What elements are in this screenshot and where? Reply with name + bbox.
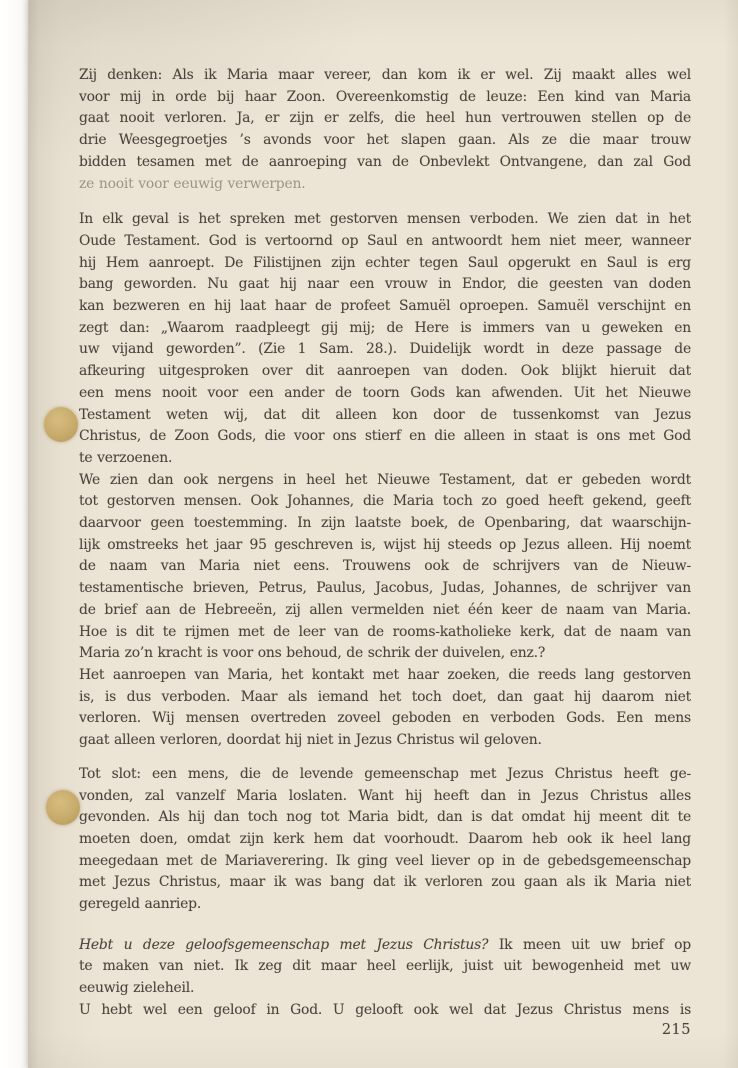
line-segment: We zien dan ook nergens in heel het Nieuwe Testament, dat er gebeden wordt [79,471,691,488]
line-segment: Christus, de Zoon Gods, die voor ons stierf en die alleen in staat is ons met God [79,428,691,445]
line-segment: tot gestorven mensen. Ook Johannes, die Maria toch zo goed heeft gekend, geeft [79,493,691,510]
paragraph [79,1000,691,1022]
line-segment: gevonden. Als hij dan toch nog tot Maria bidt, dan is dat omdat hij meent dit te [79,809,691,826]
binding-hole [44,407,78,442]
text-line [79,318,691,340]
line-segment: Testament weten wij, dat dit alleen kon door de tussenkomst van Jezus [79,406,691,423]
paragraph [79,764,691,916]
text-line [79,108,691,130]
text-line [79,807,691,829]
text-line [79,643,691,665]
line-segment: gaat nooit verloren. Ja, er zijn er zelfs, die heel hun vertrouwen stellen op de [79,110,691,127]
text-line [79,130,691,152]
text-line [79,174,691,196]
text-line [79,405,691,427]
text-line [79,851,691,873]
line-segment: testamentische brieven, Petrus, Paulus, Jacobus, Judas, Johannes, de schrijver van [79,580,691,597]
line-segment: bidden tesamen met de aanroeping van de Onbevlekt Ontvangene, dan zal God [79,153,691,170]
text-line [79,764,691,786]
line-segment: afkeuring uitgesproken over dit aanroepen van doden. Ook blijkt hieruit dat [79,363,691,380]
line-segment: met Jezus Christus, maar ik was bang dat ik verloren zou gaan als ik Maria niet [79,874,691,891]
text-line [79,361,691,383]
paragraph [79,665,691,752]
line-segment: voor mij in orde bij haar Zoon. Overeenkomstig de leuze: Een kind van Maria [79,88,691,105]
line-segment: ze nooit voor eeuwig verwerpen. [79,175,306,192]
text-line [79,491,691,513]
page-text [79,0,691,1022]
line-segment: kan bezweren en hij laat haar de profeet Samuël oproepen. Samuël verschijnt en [79,298,691,315]
line-segment: In elk geval is het spreken met gestorven mensen verboden. We zien dat in het [79,211,691,228]
text-line [79,470,691,492]
text-line [79,829,691,851]
line-segment: moeten doen, omdat zijn kerk hem dat voorhoudt. Daarom heb ook ik heel lang [79,830,691,847]
text-line [79,578,691,600]
line-segment: zegt dan: „Waarom raadpleegt gij mij; de Here is immers van u geweken en [79,319,691,336]
line-segment: geregeld aanriep. [79,896,202,913]
text-line [79,383,691,405]
line-segment: U hebt wel een geloof in God. U gelooft ook wel dat Jezus Christus mens is [79,1001,691,1018]
line-segment: Tot slot: een mens, die de levende gemeenschap met Jezus Christus heeft ge- [79,765,691,782]
text-line [79,956,691,978]
paragraph [79,65,691,195]
line-segment: uw vijand geworden”. (Zie 1 Sam. 28.). Duidelijk wordt in deze passage de [79,341,691,358]
line-segment: Oude Testament. God is vertoornd op Saul en antwoordt hem niet meer, wanneer [79,232,691,249]
book-page [28,0,738,1068]
text-line [79,209,691,231]
text-line [79,730,691,752]
text-line [79,65,691,87]
text-line [79,1000,691,1022]
paragraph [79,209,691,469]
scan-backdrop [0,0,28,1068]
paragraph [79,935,691,1000]
text-line [79,894,691,916]
page-number: 215 [661,1022,691,1038]
text-line [79,600,691,622]
line-segment: Ik meen uit uw brief op [488,936,691,953]
line-segment: meegedaan met de Mariaverering. Ik ging veel liever op in de gebedsgemeenschap [79,852,691,869]
text-line [79,87,691,109]
text-line [79,556,691,578]
paragraph [79,622,691,665]
line-segment: de naam van Maria niet eens. Trouwens ook de schrijvers van de Nieuw- [79,558,691,575]
text-line [79,253,691,275]
text-line [79,786,691,808]
text-line [79,978,691,1000]
paragraph [79,470,691,622]
text-line [79,339,691,361]
line-segment: is, is dus verboden. Maar als iemand het toch doet, dan gaat hij daarom niet [79,688,691,705]
text-line [79,872,691,894]
line-segment: lijk omstreeks het jaar 95 geschreven is, wijst hij steeds op Jezus alleen. Hij noemt [79,536,691,553]
text-line [79,687,691,709]
text-line [79,274,691,296]
line-segment: bang geworden. Nu gaat hij naar een vrouw in Endor, die geesten van doden [79,276,691,293]
line-segment: vonden, zal vanzelf Maria loslaten. Want hij heeft dan in Jezus Christus alles [79,787,691,804]
text-line [79,622,691,644]
line-segment: een mens nooit voor een ander de toorn Gods kan afwenden. Uit het Nieuwe [79,384,691,401]
line-segment: te maken van niet. Ik zeg dit maar heel eerlijk, juist uit bewogenheid met uw [79,958,691,975]
line-segment: Zij denken: Als ik Maria maar vereer, dan kom ik er wel. Zij maakt alles wel [79,67,691,83]
line-segment: Maria zo’n kracht is voor ons behoud, de schrik der duivelen, enz.? [79,645,546,662]
text-line [79,296,691,318]
line-segment: eeuwig zieleheil. [79,980,195,997]
binding-hole [46,790,80,825]
text-line [79,426,691,448]
line-segment: te verzoenen. [79,449,173,466]
line-segment: Het aanroepen van Maria, het kontakt met haar zoeken, die reeds lang gestorven [79,666,691,683]
line-segment: daarvoor geen toestemming. In zijn laatste boek, de Openbaring, dat waarschijn- [79,515,691,532]
italic-lead-sentence: Hebt u deze geloofsgemeenschap met Jezus Christus? [79,936,489,953]
line-segment: drie Weesgegroetjes ’s avonds voor het slapen gaan. Als ze die maar trouw [79,132,691,149]
text-line [79,513,691,535]
text-line [79,231,691,253]
text-line [79,708,691,730]
text-line [79,152,691,174]
text-line [79,665,691,687]
text-line [79,535,691,557]
text-line [79,935,691,957]
line-segment: Hoe is dit te rijmen met de leer van de rooms-katholieke kerk, dat de naam van [79,623,691,640]
line-segment: de brief aan de Hebreeën, zij allen vermelden niet één keer de naam van Maria. [79,601,691,618]
line-segment: hij Hem aanroept. De Filistijnen zijn echter tegen Saul opgerukt en Saul is erg [79,254,691,271]
text-line [79,448,691,470]
line-segment: gaat alleen verloren, doordat hij niet in Jezus Christus wil geloven. [79,732,542,749]
line-segment: verloren. Wij mensen overtreden zoveel geboden en verboden Gods. Een mens [79,710,691,727]
